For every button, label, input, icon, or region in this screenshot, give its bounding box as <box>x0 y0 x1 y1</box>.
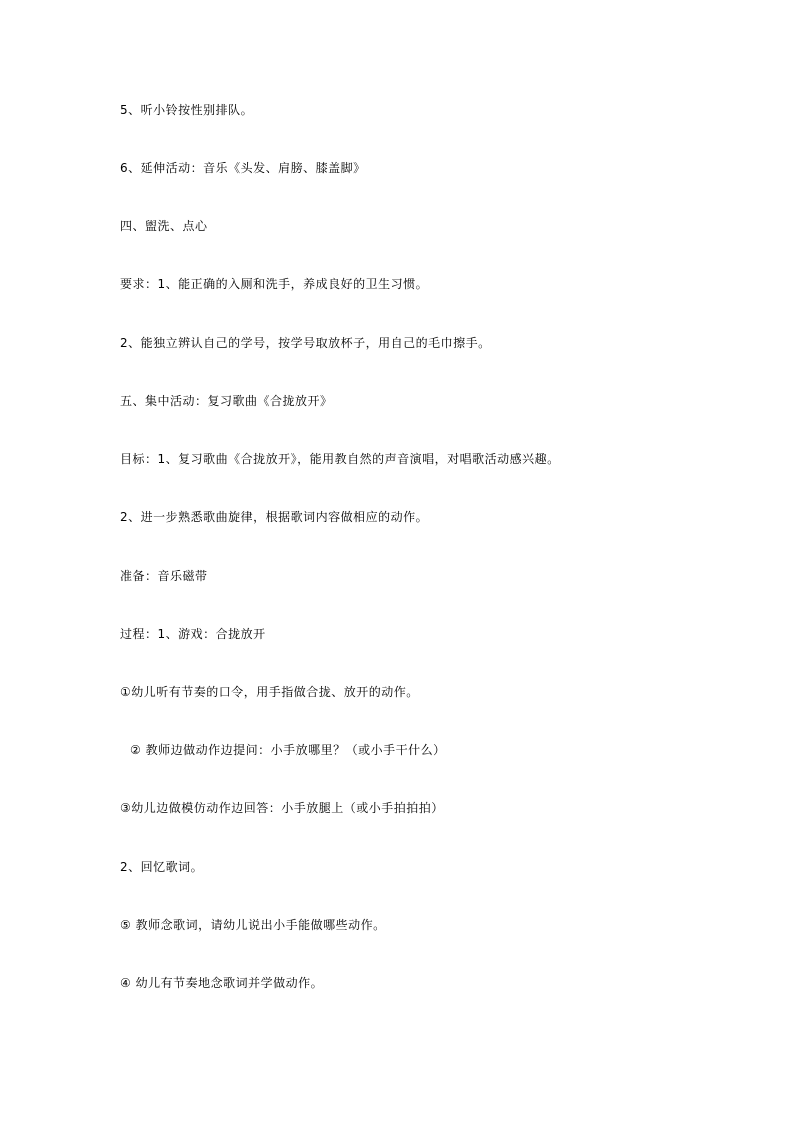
text-line: 2、回忆歌词。 <box>120 860 204 874</box>
text-line: ③幼儿边做模仿动作边回答：小手放腿上（或小手拍拍拍） <box>120 801 444 815</box>
text-line: 目标：1、复习歌曲《合拢放开》，能用教自然的声音演唱，对唱歌活动感兴趣。 <box>120 452 560 466</box>
text-line: 2、能独立辨认自己的学号，按学号取放杯子，用自己的毛巾擦手。 <box>120 336 491 350</box>
section-heading: 五、集中活动：复习歌曲《合拢放开》 <box>120 394 333 408</box>
text-line: 6、延伸活动：音乐《头发、肩膀、膝盖脚》 <box>120 161 366 175</box>
text-line: 过程：1、游戏：合拢放开 <box>120 627 266 641</box>
text-line: ④ 幼儿有节奏地念歌词并学做动作。 <box>120 976 324 990</box>
text-line: 2、进一步熟悉歌曲旋律，根据歌词内容做相应的动作。 <box>120 510 429 524</box>
text-line: ② 教师边做动作边提问：小手放哪里？（或小手干什么） <box>130 743 446 757</box>
text-line: ①幼儿听有节奏的口令，用手指做合拢、放开的动作。 <box>120 685 419 699</box>
text-line: 要求：1、能正确的入厕和洗手，养成良好的卫生习惯。 <box>120 277 429 291</box>
text-line: 5、听小铃按性别排队。 <box>120 103 254 117</box>
text-line: 准备：音乐磁带 <box>120 569 208 583</box>
text-line: ⑤ 教师念歌词，请幼儿说出小手能做哪些动作。 <box>120 918 386 932</box>
section-heading: 四、盥洗、点心 <box>120 219 208 233</box>
